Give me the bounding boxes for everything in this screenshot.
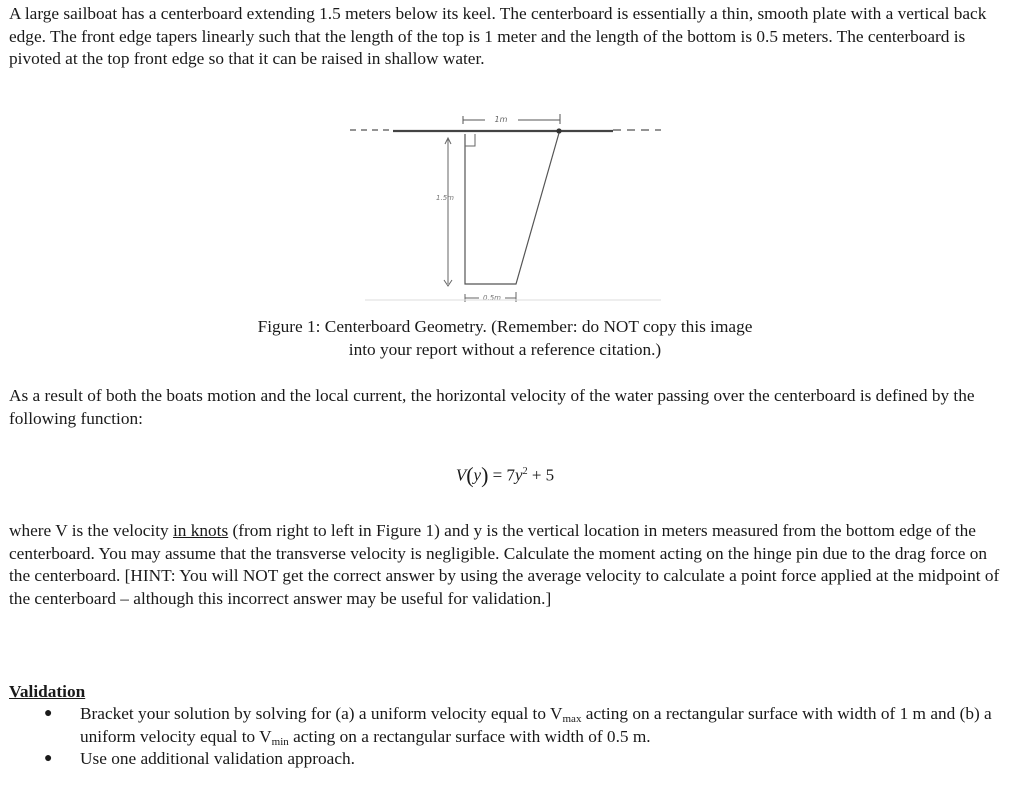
task-text-rest: (from right to left in Figure 1) and y is the vertical location in meters measured from the bottom edge of the centerboard. You may assume that the transverse velocity is negligible. Calculate the moment acting on the hinge pin due to the drag force on the centerboard. [HINT: You will NOT get the correct answer by using the average velocity to calculate a point force applied at the midpoint of the centerboard – although this incorrect answer may be useful for validation.] (9, 521, 1000, 608)
task-underlined-units: in knots (172, 521, 229, 540)
eq-constant: + 5 (527, 465, 555, 485)
velocity-paragraph: As a result of both the boats motion and the local current, the horizontal velocity of the water passing over the centerboard is defined by the following function: (9, 386, 975, 428)
task-text-start: where V is the velocity (9, 521, 173, 540)
validation-list (0, 703, 1005, 771)
task-paragraph (9, 520, 1005, 610)
label-top-width: 1m (494, 115, 508, 124)
validation-heading: Validation (9, 682, 86, 701)
hinge-pin (556, 128, 561, 133)
eq-coef: = 7 (492, 465, 516, 485)
eq-lhs-var: V (455, 465, 467, 485)
velocity-equation: $V(y) = 7y^2 + 5$ (455, 462, 555, 488)
vmin-subscript: min (271, 735, 289, 748)
figure-caption-line2: into your report without a reference citation.) (348, 340, 662, 359)
right-angle-marker (465, 134, 475, 146)
validation-item-bracket (0, 703, 1005, 748)
bullet-icon: ● (44, 751, 53, 766)
eq-rhs-var: y (515, 465, 523, 485)
bullet-icon: ● (44, 706, 53, 721)
intro-paragraph: A large sailboat has a centerboard extending 1.5 meters below its keel. The centerboard is essentially a thin, smooth plate with a vertical back edge. The front edge tapers linearly such that the length of the top is 1 meter and the length of the bottom is 0.5 meters. The centerboard is pivoted at the top front edge so that it can be raised in shallow water. (9, 4, 987, 68)
eq-lhs-arg: y (473, 465, 482, 485)
centerboard-figure (345, 104, 665, 310)
validation-item1-part3: acting on a rectangular surface with width of 0.5 m. (288, 726, 651, 746)
validation-item2-text: Use one additional validation approach. (80, 749, 355, 768)
centerboard-outline (465, 133, 559, 284)
vmax-subscript: max (562, 713, 582, 725)
validation-item1-part2: acting on a rectangular surface with width of 1 m and (b) a uniform velocity equal to V (80, 704, 992, 746)
validation-item1-part1: Bracket your solution by solving for (a) a uniform velocity equal to V (80, 704, 563, 723)
figure-caption-line1: Figure 1: Centerboard Geometry. (Remember: do NOT copy this image (257, 317, 753, 336)
label-bottom-width: 0.5m (483, 294, 501, 302)
eq-exponent: 2 (522, 466, 528, 477)
validation-item-additional (0, 748, 1005, 771)
label-height: 1.5m (436, 194, 454, 202)
